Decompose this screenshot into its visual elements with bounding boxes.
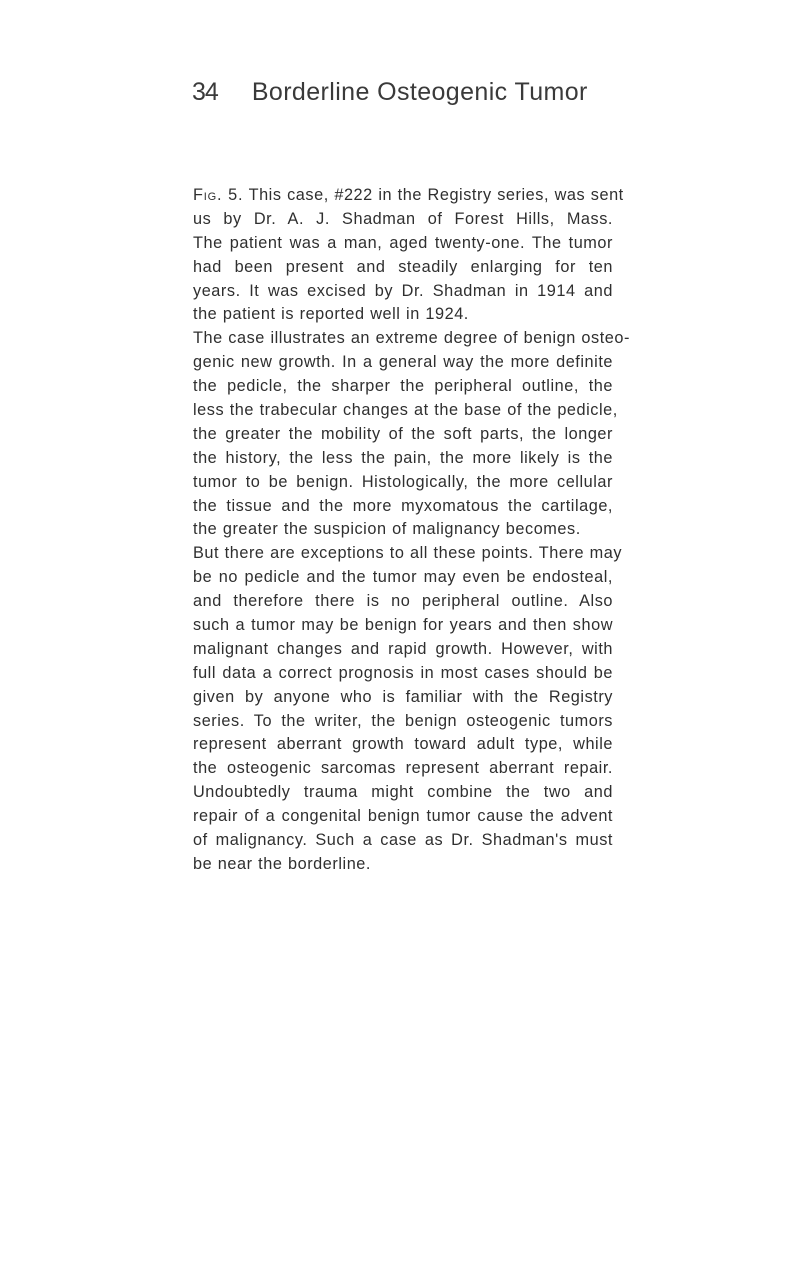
page-number: 34 — [192, 78, 218, 106]
running-head — [192, 78, 588, 118]
figure-label: Fig. 5. — [193, 186, 244, 204]
caption-line: and therefore there is no peripheral outline. Also — [193, 592, 613, 611]
running-title: Borderline Osteogenic Tumor — [251, 78, 588, 106]
caption-line: such a tumor may be benign for years and then show — [193, 616, 613, 635]
caption-line: tumor to be benign. Histologically, the more cellular — [193, 472, 613, 491]
caption-line: repair of a congenital benign tumor cause the advent — [193, 807, 613, 826]
caption-line: full data a correct prognosis in most cases should be — [193, 663, 613, 682]
caption-line: be no pedicle and the tumor may even be endosteal, — [193, 568, 613, 587]
caption-line: the greater the suspicion of malignancy becomes. — [193, 520, 581, 539]
caption-line: the pedicle, the sharper the peripheral outline, the — [193, 377, 613, 396]
caption-line: less the trabecular changes at the base of the pedicle, — [193, 401, 618, 420]
caption-line: of malignancy. Such a case as Dr. Shadman's must — [193, 831, 613, 850]
caption-line: years. It was excised by Dr. Shadman in 1914 and — [193, 281, 613, 300]
caption-line-text: This case, #222 in the Registry series, was sent — [248, 186, 624, 204]
caption-line: The case illustrates an extreme degree of benign osteo- — [193, 329, 630, 348]
caption-line: represent aberrant growth toward adult type, while — [193, 735, 613, 754]
caption-line: given by anyone who is familiar with the Registry — [193, 687, 613, 706]
caption-line: the greater the mobility of the soft parts, the longer — [193, 424, 613, 443]
caption-line: the osteogenic sarcomas represent aberrant repair. — [193, 759, 613, 778]
caption-line: the patient is reported well in 1924. — [193, 305, 469, 324]
caption-line: us by Dr. A. J. Shadman of Forest Hills, Mass. — [193, 209, 613, 228]
caption-line: But there are exceptions to all these points. There may — [193, 544, 623, 563]
caption-line: had been present and steadily enlarging for ten — [193, 257, 613, 276]
caption-line: the history, the less the pain, the more likely is the — [193, 448, 613, 467]
caption-line: be near the borderline. — [193, 854, 371, 873]
caption-line: genic new growth. In a general way the more definite — [193, 353, 613, 372]
caption-line: malignant changes and rapid growth. However, with — [193, 639, 613, 658]
caption-line: the tissue and the more myxomatous the cartilage, — [193, 496, 613, 515]
caption-line: Undoubtedly trauma might combine the two and — [193, 783, 613, 802]
caption-line: The patient was a man, aged twenty-one. The tumor — [193, 233, 613, 252]
figure-caption — [193, 184, 630, 877]
caption-line — [193, 184, 624, 208]
caption-line: series. To the writer, the benign osteogenic tumors — [193, 711, 613, 730]
